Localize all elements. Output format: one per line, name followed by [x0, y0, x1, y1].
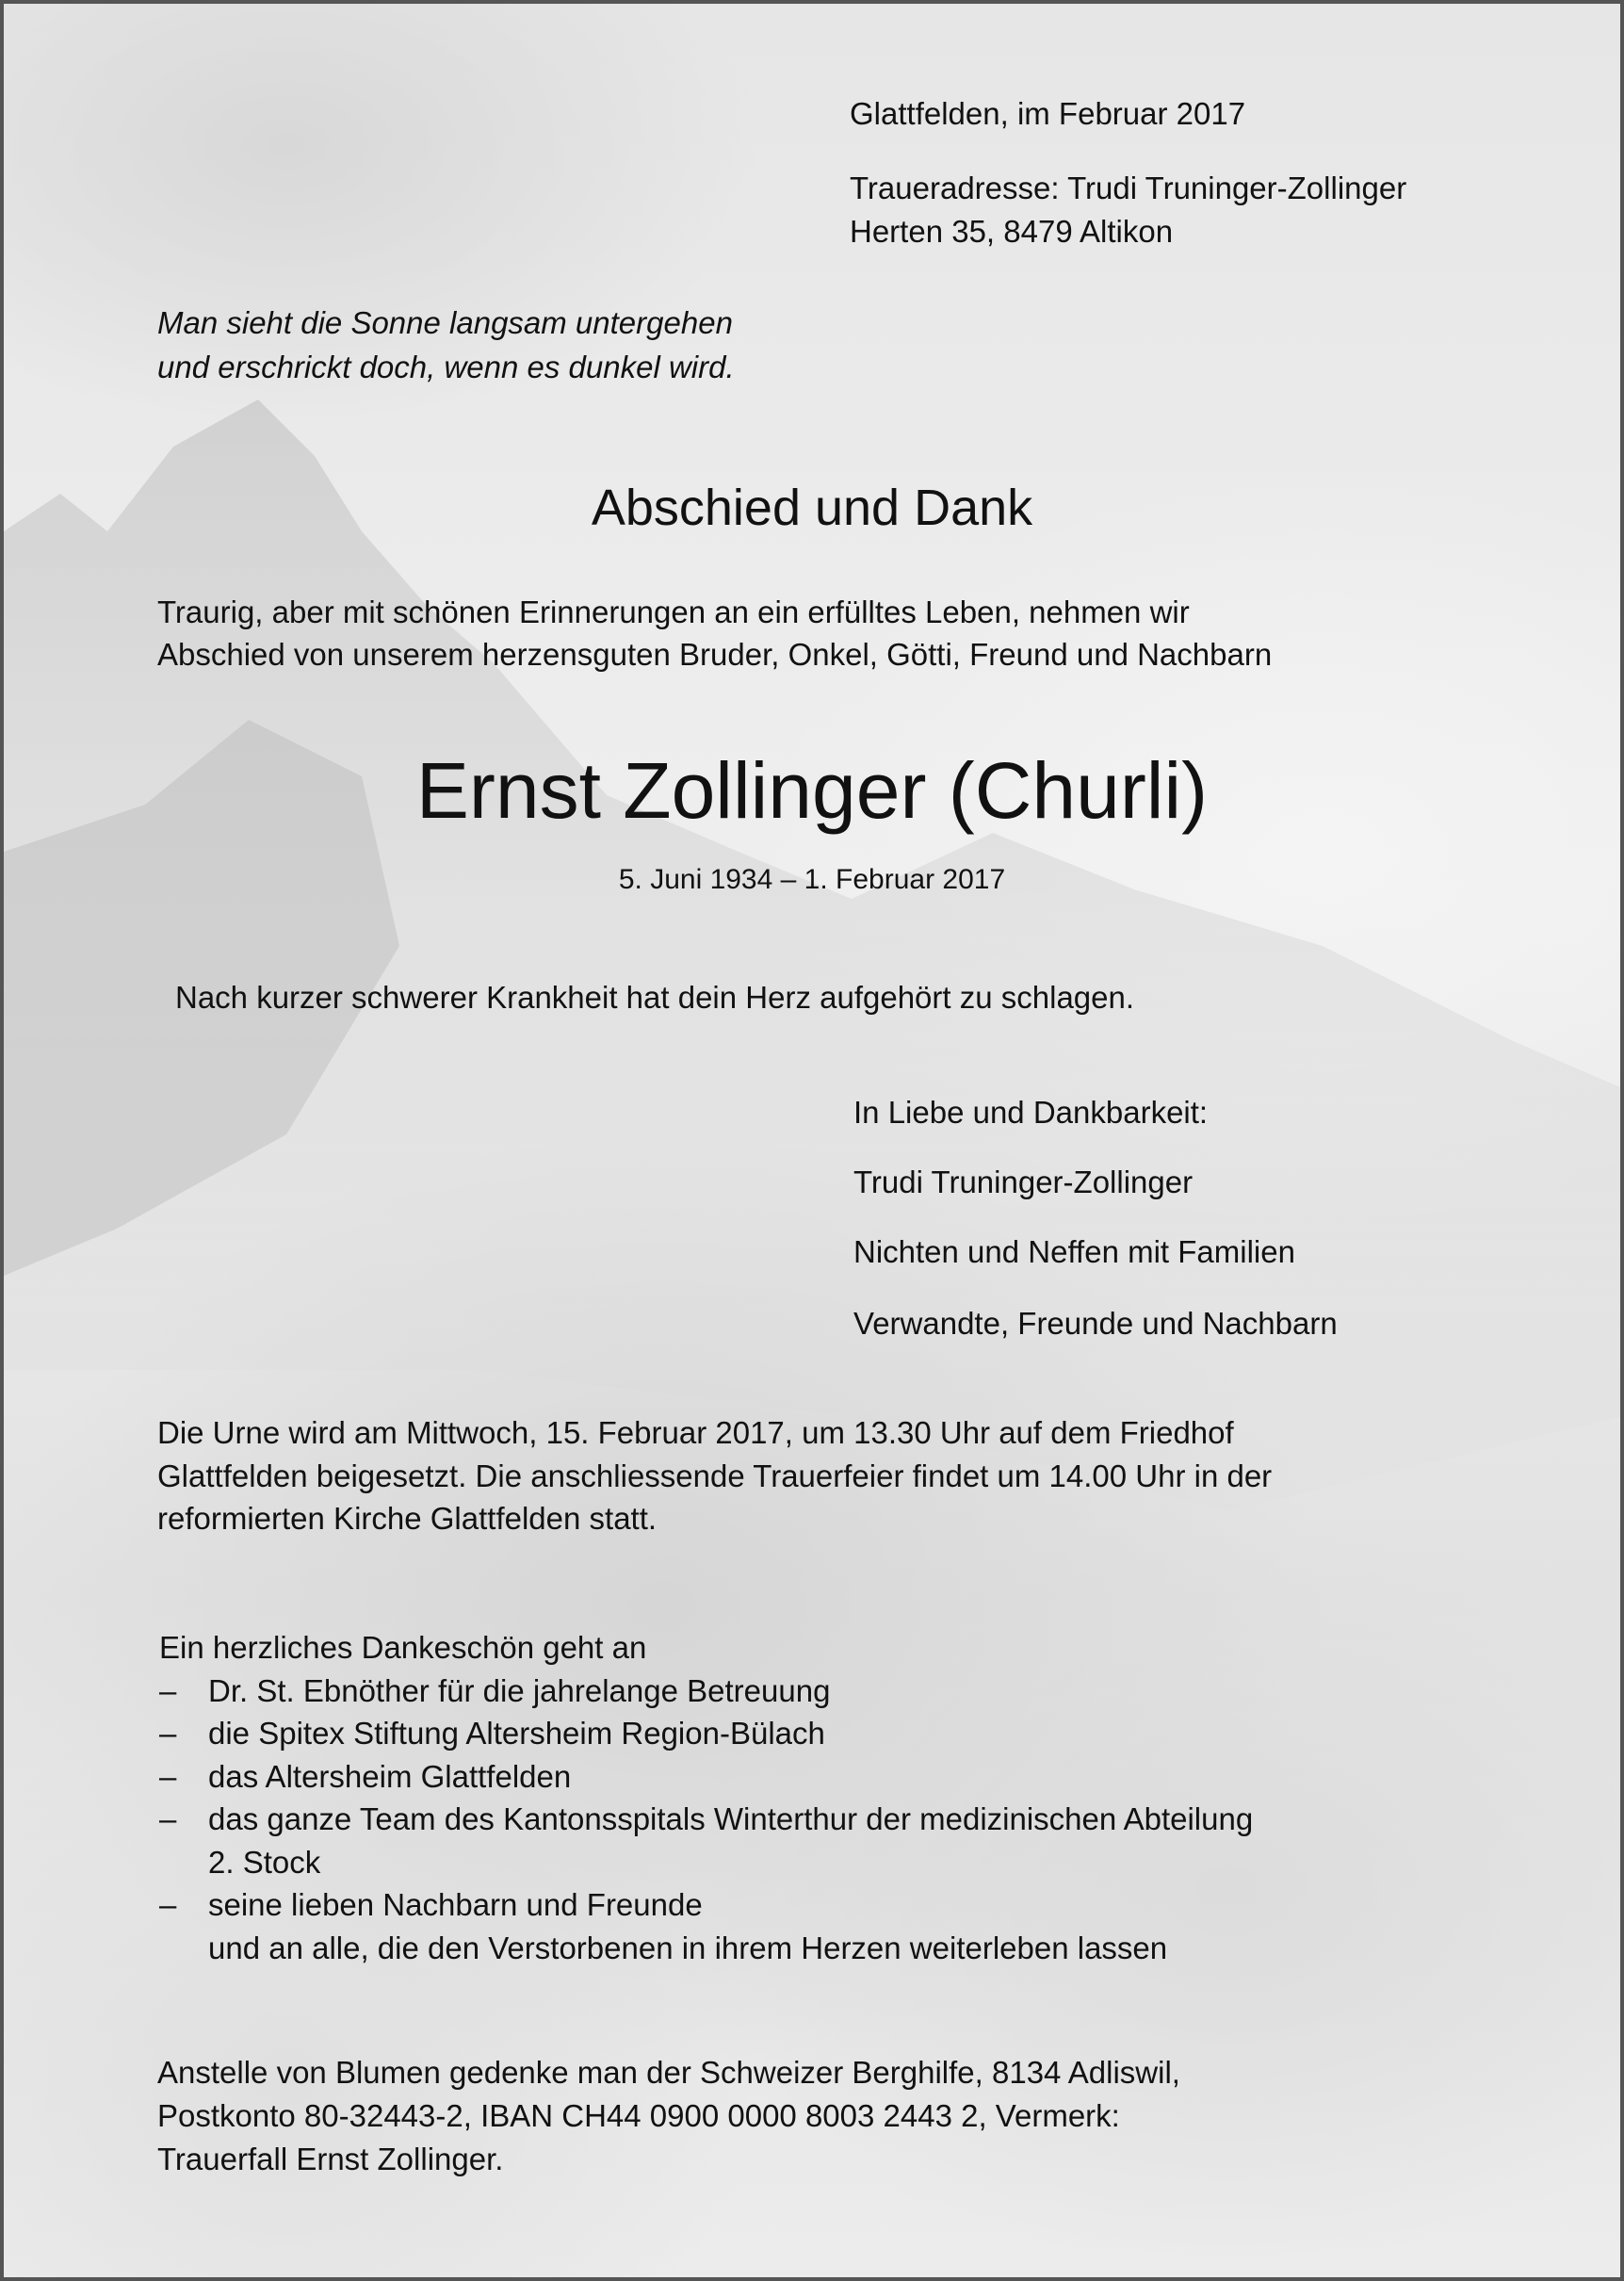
thanks-list [159, 1626, 1253, 1969]
quote-line-2: und erschrickt doch, wenn es dunkel wird. [157, 350, 735, 384]
list-item-text: die Spitex Stiftung Altersheim Region-Bülach [208, 1716, 825, 1751]
intro-line-2: Abschied von unserem herzensguten Bruder, Onkel, Götti, Freund und Nachbarn [157, 637, 1273, 672]
dash: – [159, 1716, 177, 1751]
list-item-text: das Altersheim Glattfelden [208, 1758, 572, 1794]
list-item [159, 1670, 1253, 1713]
donation-line-2: Postkonto 80-32443-2, IBAN CH44 0900 0000 8003 2443 2, Vermerk: [157, 2098, 1120, 2133]
mourner-name: Trudi Truninger-Zollinger [853, 1165, 1194, 1199]
thanks-intro: Ein herzliches Dankeschön geht an [159, 1630, 647, 1665]
donation-line-3: Trauerfall Ernst Zollinger. [157, 2142, 504, 2176]
funeral-line-1: Die Urne wird am Mittwoch, 15. Februar 2017, um 13.30 Uhr auf dem Friedhof [157, 1415, 1234, 1450]
funeral-line-3: reformierten Kirche Glattfelden statt. [157, 1501, 658, 1536]
dash: – [159, 1801, 177, 1836]
life-dates: 5. Juni 1934 – 1. Februar 2017 [618, 864, 1006, 895]
mourning-address-line2: Herten 35, 8479 Altikon [850, 214, 1174, 249]
place-date: Glattfelden, im Februar 2017 [850, 96, 1246, 131]
intro-line-1: Traurig, aber mit schönen Erinnerungen an ein erfülltes Leben, nehmen wir [157, 595, 1190, 629]
thanks-closing [159, 1927, 1253, 1970]
list-item [159, 1798, 1253, 1841]
list-item-continuation [159, 1841, 1253, 1884]
mourner-name: Verwandte, Freunde und Nachbarn [853, 1306, 1338, 1341]
deceased-name: Ernst Zollinger (Churli) [415, 746, 1209, 835]
list-item-text: das ganze Team des Kantonsspitals Winterthur der medizinischen Abteilung [208, 1801, 1254, 1836]
list-item-text: seine lieben Nachbarn und Freunde [208, 1887, 703, 1922]
closing-text: und an alle, die den Verstorbenen in ihrem Herzen weiterleben lassen [208, 1930, 1168, 1965]
dash: – [159, 1758, 177, 1794]
funeral-line-2: Glattfelden beigesetzt. Die anschliessende Trauerfeier findet um 14.00 Uhr in der [157, 1458, 1273, 1493]
donation-line-1: Anstelle von Blumen gedenke man der Schweizer Berghilfe, 8134 Adliswil, [157, 2055, 1180, 2090]
dash: – [159, 1887, 177, 1922]
mourner-name: Nichten und Neffen mit Familien [853, 1234, 1295, 1269]
statement: Nach kurzer schwerer Krankheit hat dein Herz aufgehört zu schlagen. [175, 980, 1135, 1015]
list-item-text: Dr. St. Ebnöther für die jahrelange Betreuung [208, 1672, 831, 1708]
list-item [159, 1712, 1253, 1755]
dash: – [159, 1672, 177, 1708]
list-item-text: 2. Stock [208, 1844, 321, 1880]
quote-line-1: Man sieht die Sonne langsam untergehen [157, 305, 733, 340]
list-item [159, 1883, 1253, 1927]
mourning-address-line1: Traueradresse: Trudi Truninger-Zollinger [850, 171, 1407, 205]
heading: Abschied und Dank [591, 480, 1033, 536]
list-item [159, 1755, 1253, 1799]
mourners-intro: In Liebe und Dankbarkeit: [853, 1095, 1209, 1130]
